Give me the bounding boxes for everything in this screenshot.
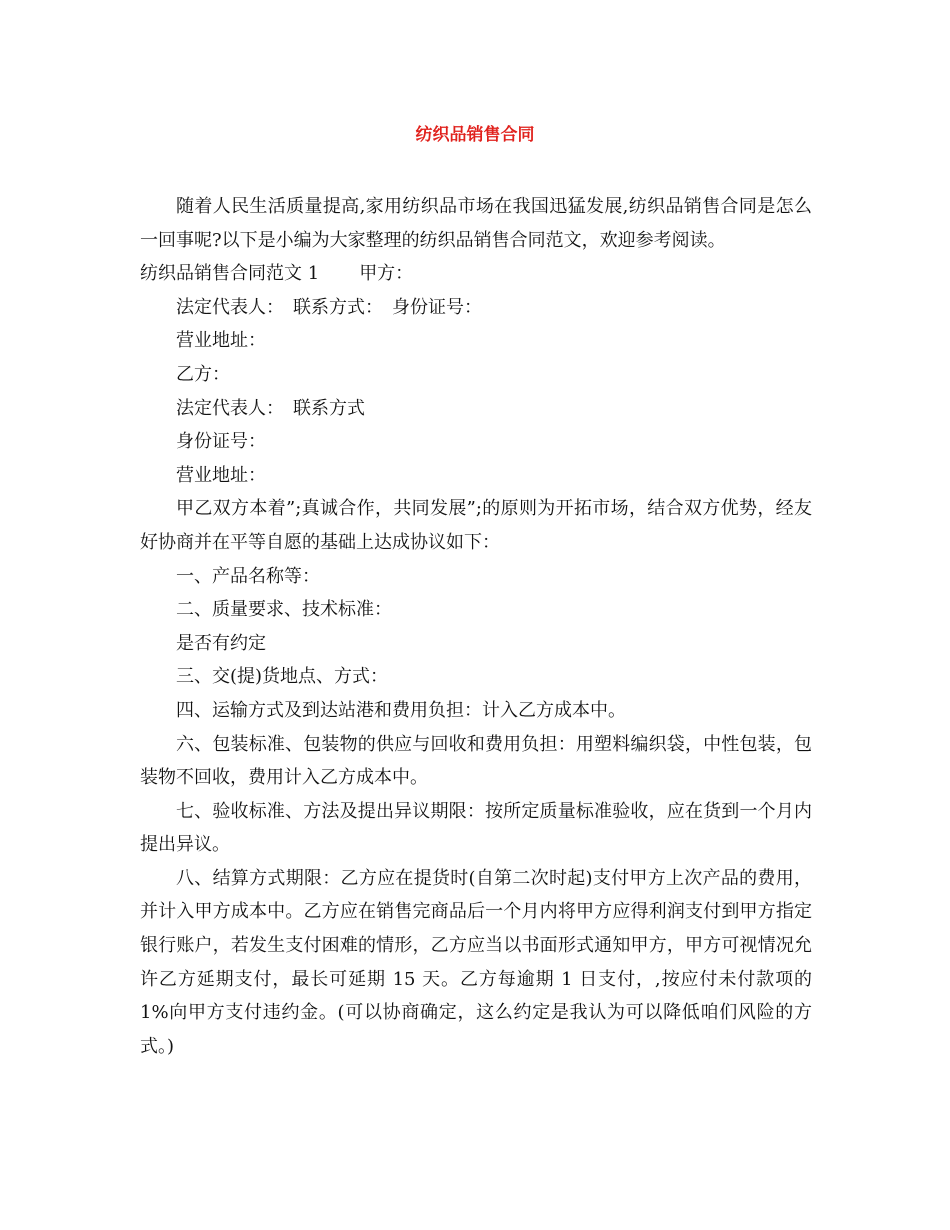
document-body [140,190,812,1063]
sample-heading-line [140,257,812,291]
document-title: 纺织品销售合同 [415,125,535,145]
party-b-label: 乙方： [176,363,230,385]
party-a-info: 法定代表人： 联系方式： 身份证号： [176,296,482,318]
clause-2: 二、质量要求、技术标准： [176,599,392,621]
clause-8: 八、结算方式期限：乙方应在提货时(自第二次时起)支付甲方上次产品的费用，并计入甲方成本中。乙方应在销售完商品后一个月内将甲方应得利润支付到甲方指定银行账户，若发生支付困难的情形，乙方应当以书面形式通知甲方，甲方可视情况允许乙方延期支付，最长可延期 15 天。乙方每逾期 1 日支付，,按应付未付款项的 1%向甲方支付违约金。(可以协商确定，这么约定是我认为可以降低咱们风险的方式。) [140,867,812,1057]
party-b-address: 营业地址： [176,464,266,486]
party-b-info: 法定代表人： 联系方式 [176,397,365,419]
clause-4: 四、运输方式及到达站港和费用负担：计入乙方成本中。 [176,699,626,721]
intro-paragraph: 随着人民生活质量提高,家用纺织品市场在我国迅猛发展,纺织品销售合同是怎么一回事呢?以下是小编为大家整理的纺织品销售合同范文，欢迎参考阅读。 [140,196,812,251]
preamble-paragraph: 甲乙双方本着”;真诚合作，共同发展”;的原则为开拓市场，结合双方优势，经友好协商并在平等自愿的基础上达成协议如下： [140,498,812,553]
party-a-address: 营业地址： [176,330,266,352]
party-b-id: 身份证号： [176,431,266,453]
sample-heading: 纺织品销售合同范文 1 [140,263,320,285]
clause-1: 一、产品名称等： [176,565,320,587]
party-a-label: 甲方： [359,263,414,285]
clause-6: 六、包装标准、包装物的供应与回收和费用负担：用塑料编织袋，中性包装，包装物不回收，费用计入乙方成本中。 [140,733,812,789]
clause-3: 三、交(提)货地点、方式： [176,666,389,688]
clause-7: 七、验收标准、方法及提出异议期限：按所定质量标准验收，应在货到一个月内提出异议。 [140,800,812,856]
clause-2-note: 是否有约定 [176,632,266,654]
